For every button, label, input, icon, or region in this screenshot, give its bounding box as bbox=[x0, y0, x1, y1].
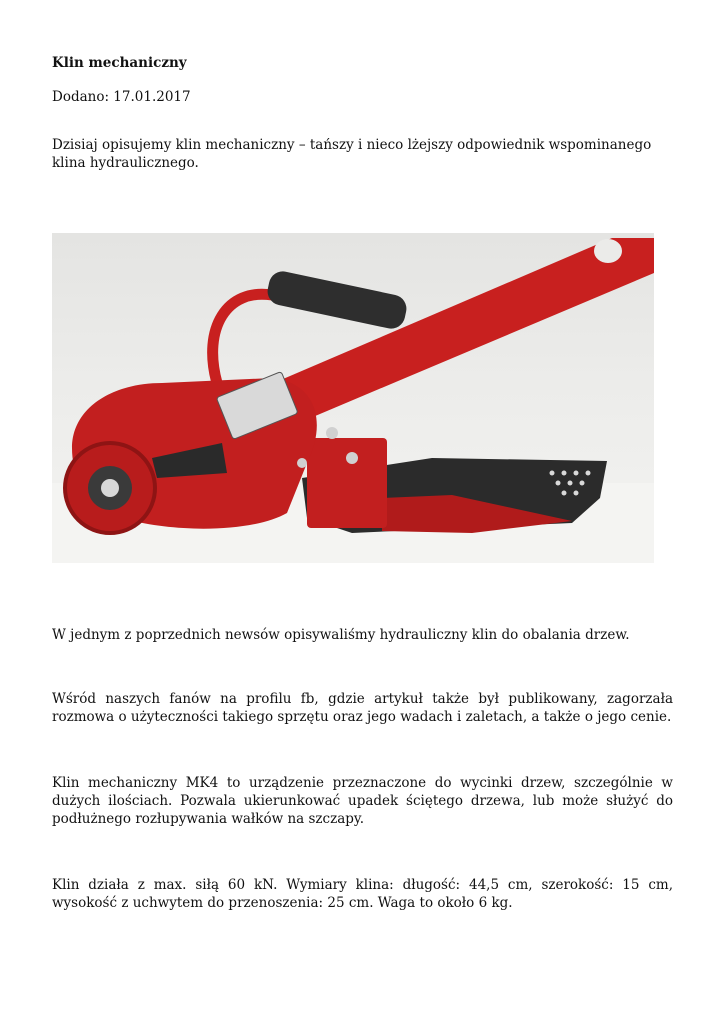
lever-hole bbox=[594, 239, 622, 263]
gear-block bbox=[307, 438, 387, 528]
publish-date: Dodano: 17.01.2017 bbox=[52, 89, 191, 105]
mechanical-wedge-photo bbox=[52, 233, 654, 563]
specifications-paragraph: Klin działa z max. siłą 60 kN. Wymiary klina: długość: 44,5 cm, szerokość: 15 cm, wysokość z uchwytem do przenoszenia: 25 cm. Waga to około 6 kg. bbox=[52, 877, 673, 911]
fans-discussion-paragraph: Wśród naszych fanów na profilu fb, gdzie artykuł także był publikowany, zagorzała rozmowa o użyteczności takiego sprzętu oraz jego wadach i zaletach, a także o jego cenie. bbox=[52, 691, 673, 725]
mk4-description-paragraph: Klin mechaniczny MK4 to urządzenie przeznaczone do wycinki drzew, szczególnie w dużych ilościach. Pozwala ukierunkować upadek ściętego drzewa, lub może służyć do podłużnego rozłupywania wałków na szczapy. bbox=[52, 775, 673, 827]
previous-news-paragraph: W jednym z poprzednich newsów opisywaliśmy hydrauliczny klin do obalania drzew. bbox=[52, 627, 630, 643]
carry-handle bbox=[213, 294, 292, 383]
rubber-grip bbox=[265, 269, 409, 331]
article-title: Klin mechaniczny bbox=[52, 55, 187, 71]
wheel-bolt bbox=[101, 479, 119, 497]
intro-paragraph: Dzisiaj opisujemy klin mechaniczny – tańszy i nieco lżejszy odpowiednik wspominanego klina hydraulicznego. bbox=[52, 137, 652, 171]
